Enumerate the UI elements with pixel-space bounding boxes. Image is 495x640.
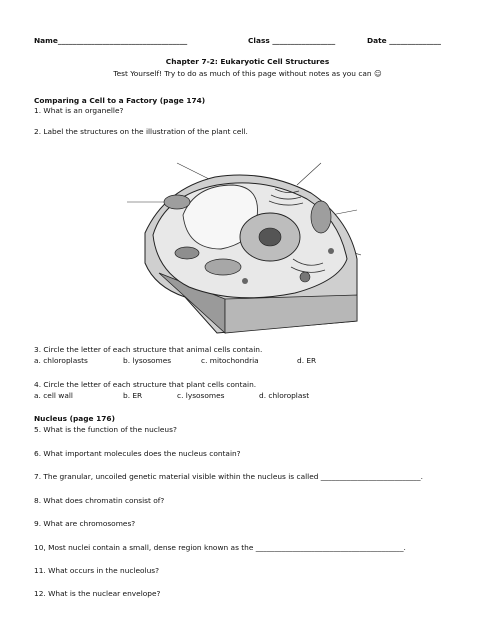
question-12: 12. What is the nuclear envelope? (34, 589, 161, 598)
question-3: 3. Circle the letter of each structure that animal cells contain. (34, 345, 263, 354)
option-3c[interactable]: c. mitochondria (201, 356, 259, 365)
question-4-options (34, 391, 474, 401)
option-3b[interactable]: b. lysosomes (123, 356, 172, 365)
option-4d[interactable]: d. chloroplast (259, 391, 310, 400)
option-3a[interactable]: a. chloroplasts (34, 356, 88, 365)
option-4b[interactable]: b. ER (123, 391, 143, 400)
question-3-options (34, 356, 474, 366)
question-6: 6. What important molecules does the nucleus contain? (34, 449, 241, 458)
question-2: 2. Label the structures on the illustration of the plant cell. (34, 127, 248, 136)
section-heading-factory: Comparing a Cell to a Factory (page 174) (34, 96, 206, 105)
option-3d[interactable]: d. ER (297, 356, 317, 365)
question-7: 7. The granular, uncoiled genetic material visible within the nucleus is called ___________________________. (34, 472, 423, 481)
date-field[interactable]: Date ______________ (367, 36, 441, 45)
question-10: 10, Most nuclei contain a small, dense region known as the ________________________________________. (34, 543, 406, 552)
question-1: 1. What is an organelle? (34, 106, 124, 115)
option-4a[interactable]: a. cell wall (34, 391, 73, 400)
name-field[interactable]: Name___________________________________ (34, 36, 188, 45)
option-4c[interactable]: c. lysosomes (177, 391, 225, 400)
section-heading-nucleus: Nucleus (page 176) (34, 414, 115, 423)
class-field[interactable]: Class _________________ (248, 36, 336, 45)
question-9: 9. What are chromosomes? (34, 519, 136, 528)
worksheet-subtitle: Test Yourself! Try to do as much of this page without notes as you can ☺ (113, 69, 382, 78)
question-4: 4. Circle the letter of each structure that plant cells contain. (34, 380, 257, 389)
question-8: 8. What does chromatin consist of? (34, 496, 165, 505)
question-5: 5. What is the function of the nucleus? (34, 425, 177, 434)
plant-cell-illustration (125, 155, 361, 338)
question-11: 11. What occurs in the nucleolus? (34, 566, 160, 575)
worksheet-title: Chapter 7-2: Eukaryotic Cell Structures (165, 57, 330, 66)
